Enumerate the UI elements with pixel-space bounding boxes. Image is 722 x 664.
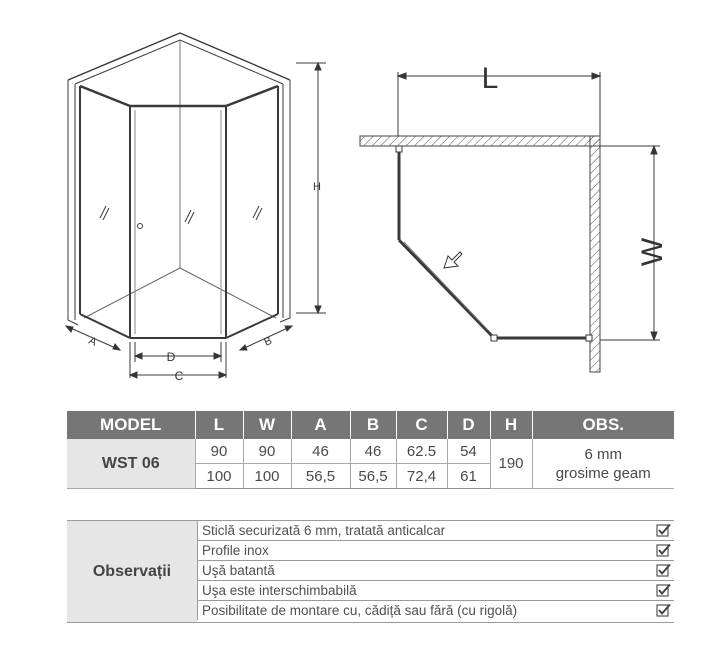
observation-text: Sticlă securizată 6 mm, tratată anticalcar [202,523,446,538]
observation-text: Uşă batantă [202,563,275,578]
header-c: C [396,411,447,439]
checkbox-checked-icon [656,603,672,618]
label-c: C [174,369,184,383]
list-item [197,601,674,620]
cell-a: 46 [291,439,350,464]
cell-obs [532,439,674,489]
checkbox-checked-icon [656,583,672,598]
observations-panel [67,520,674,623]
header-l: L [195,411,243,439]
header-w: W [243,411,291,439]
cell-c: 72,4 [396,464,447,489]
cell-h: 190 [490,439,532,489]
perspective-drawing [66,33,326,378]
checkbox-checked-icon [656,543,672,558]
observation-text: Posibilitate de montare cu, cădiță sau fără (cu rigolă) [202,603,518,618]
cell-l: 90 [195,439,243,464]
plan-drawing [360,72,660,372]
label-d: D [166,350,176,364]
header-obs: OBS. [532,411,674,439]
cell-c: 62.5 [396,439,447,464]
table-row [67,439,674,464]
model-cell: WST 06 [67,439,195,489]
obs-line2: grosime geam [555,464,651,482]
cell-b: 56,5 [350,464,396,489]
cell-w: 90 [243,439,291,464]
label-w: W [636,237,669,267]
observation-text: Profile inox [202,543,269,558]
observations-list [197,521,674,620]
spec-header-row [67,411,674,439]
obs-line1: 6 mm [584,445,622,463]
list-item [197,541,674,561]
label-b: B [262,334,274,349]
list-item [197,521,674,541]
cell-b: 46 [350,439,396,464]
observation-text: Uşa este interschimbabilă [202,583,357,598]
cell-d: 54 [447,439,490,464]
cell-d: 61 [447,464,490,489]
list-item [197,561,674,581]
list-item [197,581,674,601]
header-model: MODEL [67,411,195,439]
cell-w: 100 [243,464,291,489]
cell-a: 56,5 [291,464,350,489]
label-l: L [481,62,499,95]
label-h: H [313,181,321,193]
header-b: B [350,411,396,439]
label-a: A [86,334,99,349]
cell-l: 100 [195,464,243,489]
spec-table [67,411,674,489]
header-a: A [291,411,350,439]
observations-label: Observații [67,521,197,622]
header-d: D [447,411,490,439]
checkbox-checked-icon [656,563,672,578]
checkbox-checked-icon [656,523,672,538]
header-h: H [490,411,532,439]
